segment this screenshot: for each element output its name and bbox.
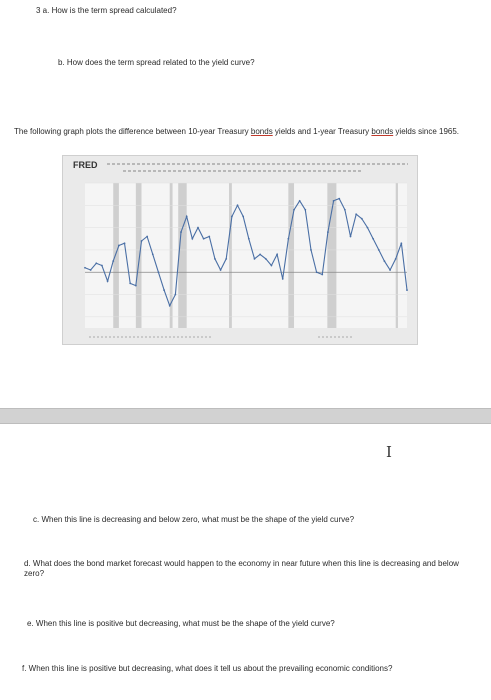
data-point	[254, 258, 256, 260]
data-point	[367, 227, 369, 229]
data-point	[186, 216, 188, 218]
recession-band	[288, 183, 294, 328]
text-cursor-icon: I	[386, 443, 392, 461]
data-point	[327, 231, 329, 233]
data-point	[129, 282, 131, 284]
data-point	[293, 209, 295, 211]
intro-bonds-link: bonds	[250, 127, 273, 136]
data-point	[400, 242, 402, 244]
question-3b: b. How does the term spread related to the yield curve?	[58, 58, 255, 67]
data-point	[135, 285, 137, 287]
data-point	[237, 204, 239, 206]
data-point	[372, 238, 374, 240]
data-point	[220, 269, 222, 271]
intro-bonds-link: bonds	[371, 127, 394, 136]
data-point	[124, 242, 126, 244]
recession-band	[113, 183, 119, 328]
data-point	[344, 209, 346, 211]
data-point	[214, 258, 216, 260]
data-point	[242, 216, 244, 218]
fred-logo: FRED	[73, 160, 98, 170]
fred-chart	[62, 155, 418, 345]
recession-band	[327, 183, 336, 328]
data-point	[287, 238, 289, 240]
data-point	[282, 278, 284, 280]
data-point	[158, 271, 160, 273]
question-f: f. When this line is positive but decreasing, what does it tell us about the prevailing economic conditions?	[22, 664, 393, 673]
intro-part: yields and 1-year Treasury	[272, 127, 372, 136]
data-point	[152, 253, 154, 255]
data-point	[406, 289, 408, 291]
intro-part: The following graph plots the difference between 10-year Treasury	[14, 127, 251, 136]
data-point	[333, 200, 335, 202]
data-point	[225, 258, 227, 260]
data-point	[265, 258, 267, 260]
recession-band	[178, 183, 186, 328]
data-point	[248, 238, 250, 240]
data-point	[163, 289, 165, 291]
data-point	[378, 249, 380, 251]
data-point	[197, 227, 199, 229]
recession-band	[229, 183, 232, 328]
question-3a: 3 a. How is the term spread calculated?	[36, 6, 177, 15]
data-point	[259, 253, 261, 255]
data-point	[395, 258, 397, 260]
data-point	[321, 274, 323, 276]
data-point	[118, 245, 120, 247]
data-point	[231, 216, 233, 218]
data-point	[84, 267, 86, 269]
data-point	[107, 280, 109, 282]
question-d: d. What does the bond market forecast would happen to the economy in near future when this line is decreasing and below zero?	[24, 559, 459, 578]
data-point	[180, 231, 182, 233]
data-point	[191, 238, 193, 240]
data-point	[299, 200, 301, 202]
data-point	[90, 269, 92, 271]
intro-part: yields since 1965.	[393, 127, 460, 136]
data-point	[389, 269, 391, 271]
recession-band	[136, 183, 142, 328]
data-point	[338, 198, 340, 200]
plot-area	[85, 183, 407, 328]
data-point	[208, 236, 210, 238]
data-point	[350, 236, 352, 238]
data-point	[355, 213, 357, 215]
data-point	[271, 265, 273, 267]
chart-svg	[63, 156, 417, 344]
data-point	[169, 305, 171, 307]
data-point	[276, 253, 278, 255]
data-point	[141, 240, 143, 242]
intro-text	[14, 127, 474, 137]
question-c: c. When this line is decreasing and below zero, what must be the shape of the yield curve?	[33, 515, 355, 524]
section-divider	[0, 408, 491, 424]
data-point	[174, 294, 176, 296]
question-e: e. When this line is positive but decreasing, what must be the shape of the yield curve?	[27, 619, 335, 628]
data-point	[112, 260, 114, 262]
data-point	[101, 265, 103, 267]
data-point	[316, 271, 318, 273]
data-point	[361, 218, 363, 220]
data-point	[95, 262, 97, 264]
data-point	[384, 260, 386, 262]
data-point	[304, 209, 306, 211]
data-point	[203, 238, 205, 240]
data-point	[146, 236, 148, 238]
data-point	[310, 249, 312, 251]
